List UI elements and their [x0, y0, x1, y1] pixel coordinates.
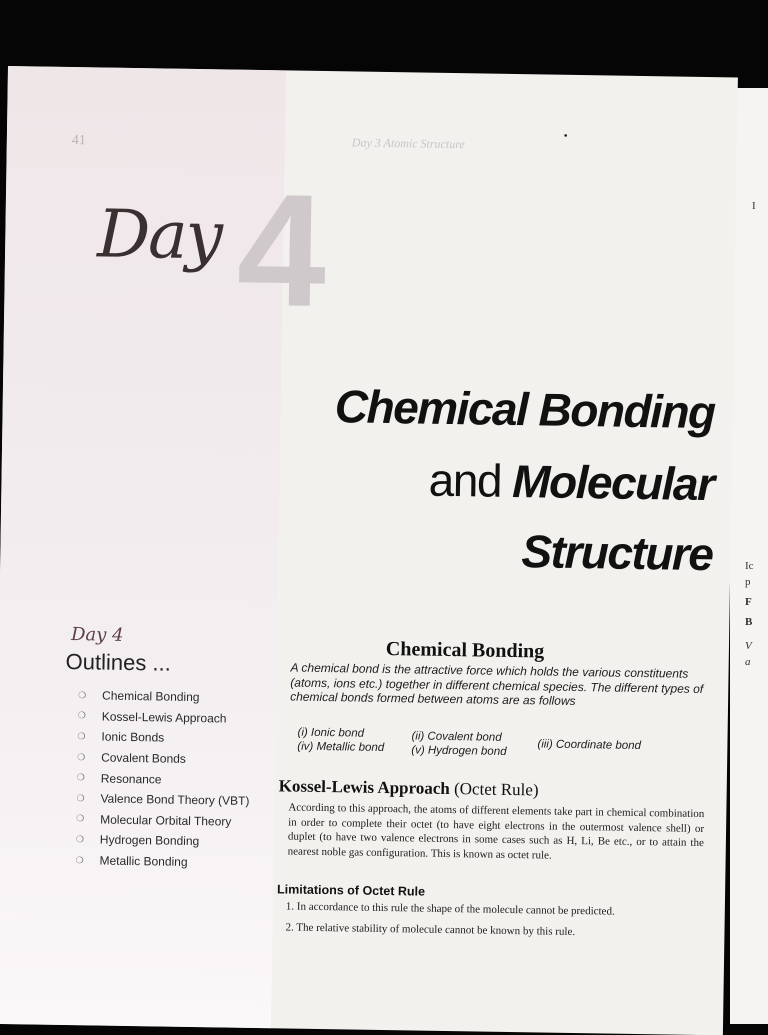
- day-number: 4: [235, 159, 328, 341]
- outline-item: ❍ Ionic Bonds: [77, 730, 165, 746]
- bullet-icon: ❍: [75, 854, 84, 865]
- outline-item: ❍ Chemical Bonding: [78, 688, 200, 705]
- page-number: 41: [71, 133, 86, 149]
- bullet-icon: ❍: [77, 710, 86, 721]
- bond-type: (i) Ionic bond: [297, 726, 365, 740]
- next-page-fragment: a: [745, 656, 751, 668]
- chapter-title-line-2: [428, 453, 714, 511]
- outline-heading: Outlines ...: [65, 648, 171, 676]
- outline-item: ❍ Hydrogen Bonding: [75, 832, 200, 849]
- bullet-icon: ❍: [76, 813, 85, 824]
- bullet-icon: ❍: [77, 731, 86, 742]
- chemical-bonding-heading: Chemical Bonding: [385, 638, 545, 663]
- title-molecular: Molecular: [511, 454, 714, 511]
- book-page: [0, 66, 738, 1035]
- outline-day-label: Day 4: [70, 624, 124, 646]
- outline-item: ❍ Valence Bond Theory (VBT): [76, 791, 250, 809]
- limitations-heading: Limitations of Octet Rule: [276, 882, 426, 899]
- bond-type: (iii) Coordinate bond: [537, 738, 642, 753]
- bullet-icon: ❍: [78, 689, 87, 701]
- next-page-fragment: Ic: [745, 560, 754, 572]
- bullet-icon: ❍: [76, 772, 85, 783]
- outline-item: ❍ Molecular Orbital Theory: [76, 812, 232, 829]
- bond-types: [290, 726, 706, 758]
- next-page-fragment: p: [745, 576, 751, 588]
- limitation-item: 1. In accordance to this rule the shape of the molecule cannot be predicted.: [285, 900, 615, 918]
- chapter-title-line-1: Chemical Bonding: [334, 380, 716, 439]
- next-page-fragment: V: [745, 640, 752, 652]
- kossel-lewis-heading: Kossel-Lewis Approach (Octet Rule): [278, 776, 539, 800]
- limitations-list: [285, 900, 706, 949]
- kossel-lewis-body: According to this approach, the atoms of different elements take part in chemical combination in order to complete their octet (to have eight electrons in the outermost valence shell) or duplet (to have two valence electrons in some cases such as H, Li, Be etc., or to attain the nearest noble gas configuration. This is known as octet rule.: [287, 801, 705, 862]
- bond-type: (v) Hydrogen bond: [411, 744, 507, 758]
- next-page-edge: [730, 88, 768, 1024]
- outline-item: ❍ Kossel-Lewis Approach: [77, 709, 227, 726]
- limitation-item: 2. The relative stability of molecule cannot be known by this rule.: [285, 921, 576, 939]
- chemical-bonding-intro: A chemical bond is the attractive force which holds the various constituents (atoms, ions etc.) together in different chemical species. The different types of chemical bonds formed between atoms are as follows: [290, 660, 704, 708]
- next-page-fragment: I: [752, 200, 756, 212]
- outline-item: ❍ Covalent Bonds: [77, 750, 186, 766]
- running-head: Day 3 Atomic Structure: [351, 135, 465, 152]
- chapter-title-line-3: Structure: [521, 525, 713, 581]
- next-page-fragment: B: [745, 616, 753, 628]
- bond-type: (iv) Metallic bond: [297, 740, 385, 754]
- next-page-fragment: F: [745, 596, 752, 608]
- day-script-title: Day: [96, 195, 222, 275]
- page-mark: •: [563, 130, 568, 142]
- bullet-icon: ❍: [77, 751, 86, 762]
- outline-item: ❍ Resonance: [76, 771, 162, 787]
- bullet-icon: ❍: [75, 834, 85, 845]
- outline-list: [75, 685, 251, 873]
- title-and: and: [428, 453, 502, 507]
- bullet-icon: ❍: [76, 792, 85, 804]
- bond-type: (ii) Covalent bond: [411, 730, 502, 744]
- outline-item: ❍ Metallic Bonding: [75, 853, 188, 869]
